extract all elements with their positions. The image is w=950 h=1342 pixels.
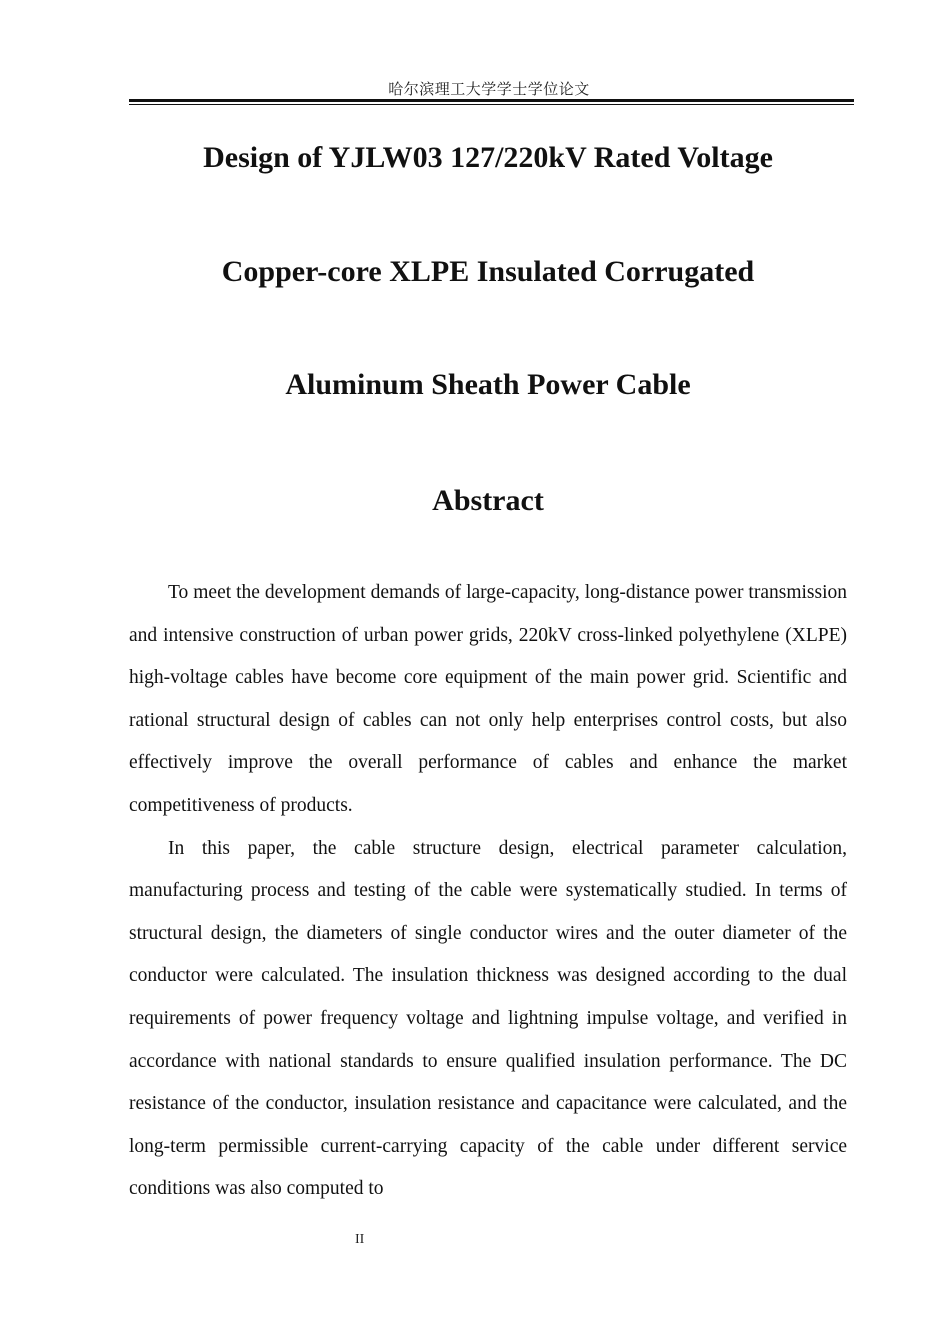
- thesis-title-line-1: Design of YJLW03 127/220kV Rated Voltage: [203, 141, 773, 174]
- abstract-body: [129, 572, 847, 1211]
- running-header: 哈尔滨理工大学学士学位论文: [388, 80, 590, 98]
- page-number: II: [355, 1232, 365, 1247]
- abstract-paragraph: In this paper, the cable structure design, electrical parameter calculation, manufacturing process and testing of the cable were systematically studied. In terms of structural design, the diameters of single conductor wires and the outer diameter of the conductor were calculated. The insulation thickness was designed according to the dual requirements of power frequency voltage and lightning impulse voltage, and verified in accordance with national standards to ensure qualified insulation performance. The DC resistance of the conductor, insulation resistance and capacitance were calculated, and the long-term permissible current-carrying capacity of the cable under different service conditions was also computed to: [129, 837, 847, 1200]
- abstract-paragraph: To meet the development demands of large-capacity, long-distance power transmission and intensive construction of urban power grids, 220kV cross-linked polyethylene (XLPE) high-voltage cables have become core equipment of the main power grid. Scientific and rational structural design of cables can not only help enterprises control costs, but also effectively improve the overall performance of cables and enhance the market competitiveness of products.: [129, 582, 847, 816]
- abstract-heading: Abstract: [432, 484, 544, 517]
- thesis-title-line-2: Copper-core XLPE Insulated Corrugated: [221, 255, 755, 288]
- header-rule-thin: [129, 104, 854, 105]
- header-rule-thick: [129, 99, 854, 102]
- thesis-title-line-3: Aluminum Sheath Power Cable: [285, 368, 691, 401]
